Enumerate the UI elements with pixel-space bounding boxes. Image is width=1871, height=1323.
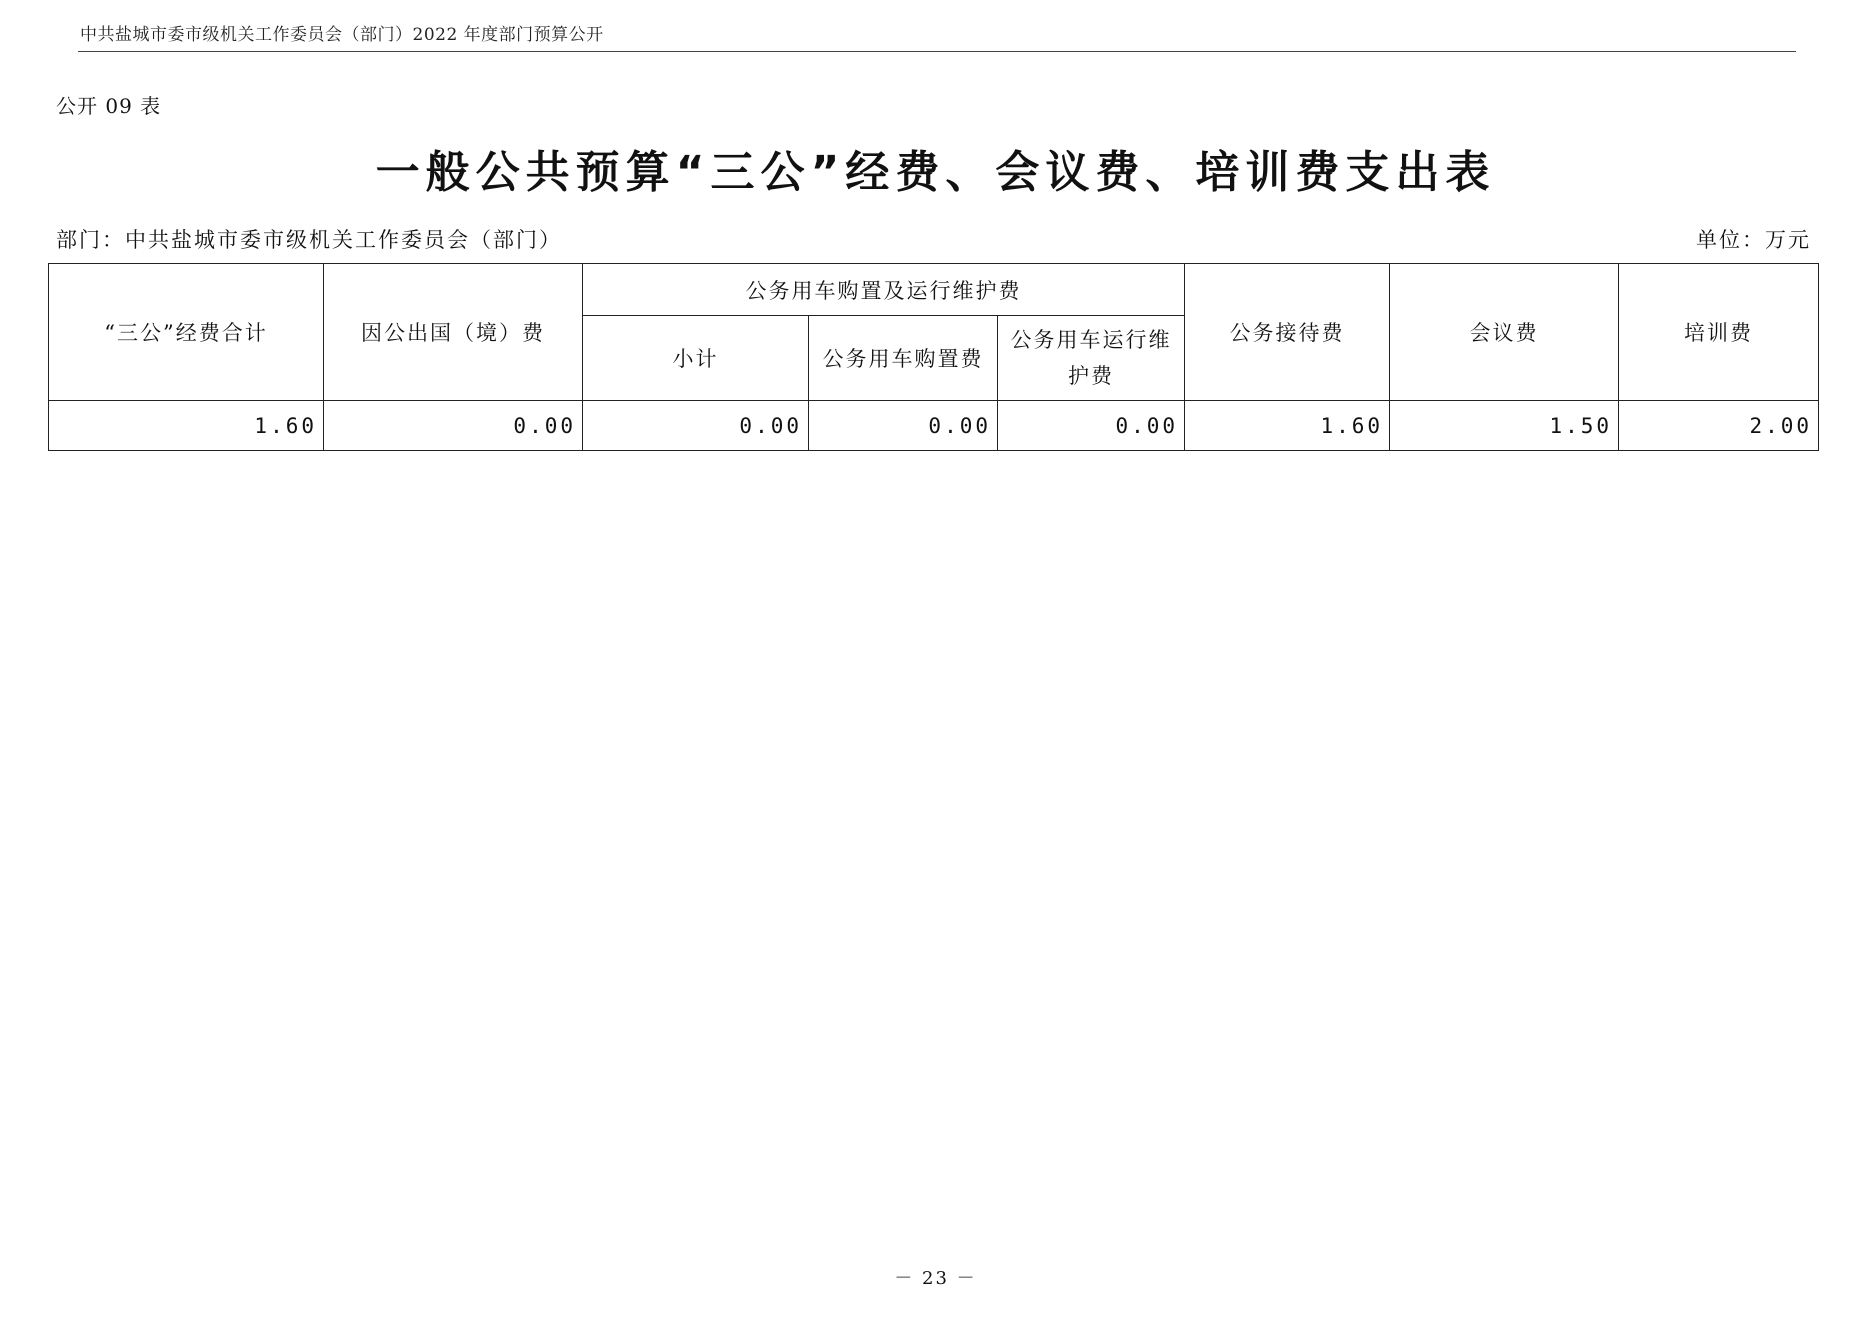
budget-table bbox=[48, 263, 1819, 451]
running-header: 中共盐城市委市级机关工作委员会（部门）2022 年度部门预算公开 bbox=[80, 25, 604, 45]
col-header-vehicle-purchase: 公务用车购置费 bbox=[809, 316, 998, 401]
table-header-row bbox=[49, 264, 1819, 316]
col-header-training: 培训费 bbox=[1619, 264, 1819, 401]
header-divider bbox=[78, 51, 1796, 52]
cell-reception: 1.60 bbox=[1185, 401, 1390, 451]
page-number: － 23 － bbox=[894, 1268, 977, 1289]
col-header-vehicle-group: 公务用车购置及运行维护费 bbox=[583, 264, 1185, 316]
table-code: 公开 09 表 bbox=[56, 94, 162, 118]
cell-total: 1.60 bbox=[49, 401, 324, 451]
cell-training: 2.00 bbox=[1619, 401, 1819, 451]
cell-meeting: 1.50 bbox=[1390, 401, 1619, 451]
cell-vehicle-purchase: 0.00 bbox=[809, 401, 998, 451]
col-header-total: “三公”经费合计 bbox=[49, 264, 324, 401]
col-header-vehicle-subtotal: 小计 bbox=[583, 316, 809, 401]
col-header-abroad: 因公出国（境）费 bbox=[324, 264, 583, 401]
page-title: 一般公共预算“三公”经费、会议费、培训费支出表 bbox=[375, 147, 1496, 198]
cell-abroad: 0.00 bbox=[324, 401, 583, 451]
department-label: 部门：中共盐城市委市级机关工作委员会（部门） bbox=[56, 228, 562, 252]
table-row bbox=[49, 401, 1819, 451]
cell-vehicle-operation: 0.00 bbox=[998, 401, 1185, 451]
col-header-reception: 公务接待费 bbox=[1185, 264, 1390, 401]
col-header-meeting: 会议费 bbox=[1390, 264, 1619, 401]
cell-vehicle-subtotal: 0.00 bbox=[583, 401, 809, 451]
col-header-vehicle-operation: 公务用车运行维护费 bbox=[998, 316, 1185, 401]
unit-label: 单位：万元 bbox=[1696, 228, 1811, 252]
